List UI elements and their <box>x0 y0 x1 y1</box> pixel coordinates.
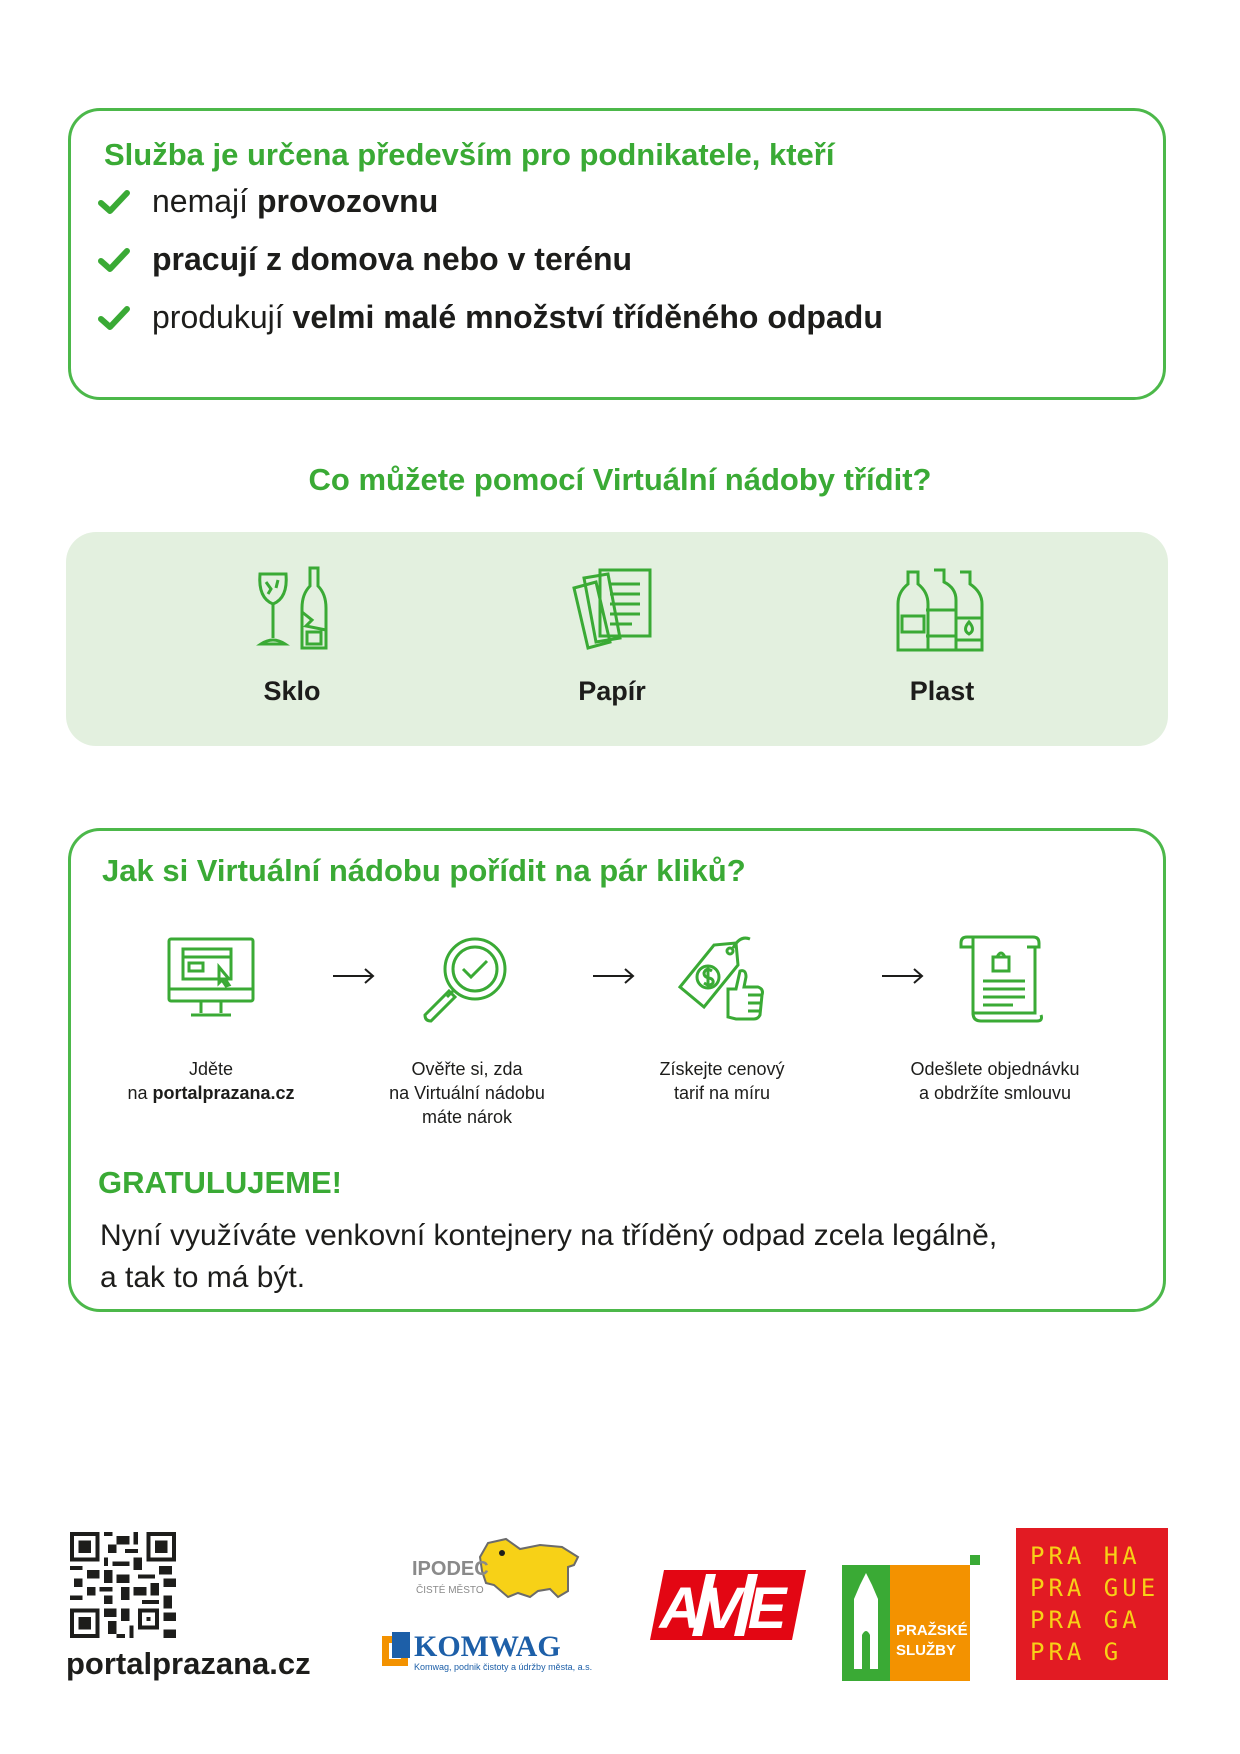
praha-line: PRA GA <box>1030 1606 1141 1634</box>
step-get-tariff <box>602 931 842 1105</box>
step-text: Získejte cenový <box>659 1059 785 1079</box>
step-send-order <box>875 931 1115 1105</box>
paper-icon <box>566 564 658 656</box>
price-tag-thumbs-up-icon <box>674 931 770 1027</box>
category-plastic <box>842 564 1042 707</box>
step-text: tarif na míru <box>673 1083 771 1103</box>
step-text: na Virtuální nádobu <box>389 1083 545 1103</box>
computer-icon <box>163 931 259 1027</box>
howto-title: Jak si Virtuální nádobu pořídit na pár kliků? <box>102 853 746 888</box>
audience-item <box>98 241 632 278</box>
check-icon <box>98 246 130 274</box>
step-text: a obdržíte smlouvu <box>918 1083 1072 1103</box>
audience-item-bold: provozovnu <box>256 183 439 219</box>
step-text: Jděte <box>188 1059 234 1079</box>
komwag-logo <box>382 1628 622 1674</box>
howto-box <box>68 828 1166 1312</box>
psl-line1: PRAŽSKÉ <box>896 1622 968 1639</box>
category-glass <box>192 564 392 707</box>
final-line: a tak to má být. <box>100 1261 306 1294</box>
praha-line: PRA HA <box>1030 1542 1141 1570</box>
praha-line: PRA GUE <box>1030 1574 1160 1602</box>
footer-portal-url[interactable]: portalprazana.cz <box>66 1646 311 1681</box>
qr-code[interactable] <box>70 1532 176 1638</box>
prazske-sluzby-logo <box>842 1555 980 1681</box>
glass-icon <box>246 564 338 656</box>
contract-scroll-icon <box>947 931 1043 1027</box>
category-label: Papír <box>578 676 646 706</box>
check-icon <box>98 188 130 216</box>
final-line: Nyní využíváte venkovní kontejnery na tříděný odpad zcela legálně, <box>100 1219 998 1252</box>
audience-title: Služba je určena především pro podnikatele, kteří <box>104 137 835 172</box>
praha-line: PRA G <box>1030 1638 1123 1666</box>
category-label: Plast <box>909 676 975 706</box>
audience-item <box>98 183 438 220</box>
sorting-panel <box>66 532 1168 746</box>
audience-item <box>98 299 883 336</box>
ave-logo <box>650 1570 806 1640</box>
audience-item-bold: velmi malé množství tříděného odpadu <box>292 299 883 335</box>
step-text: Odešlete objednávku <box>910 1059 1080 1079</box>
komwag-name: KOMWAG <box>414 1630 561 1663</box>
ave-name: AVE <box>659 1576 793 1640</box>
congrats-heading: GRATULUJEME! <box>98 1165 342 1200</box>
komwag-sub: Komwag, podnik čistoty a údržby města, a.s. <box>414 1662 593 1672</box>
final-message <box>100 1215 1140 1299</box>
sorting-title: Co můžete pomocí Virtuální nádoby třídit? <box>308 462 932 497</box>
portal-link[interactable]: portalprazana.cz <box>152 1083 295 1103</box>
magnifier-check-icon <box>419 931 515 1027</box>
psl-line2: SLUŽBY <box>896 1642 956 1659</box>
step-visit-portal <box>91 931 331 1105</box>
ipodec-sub: ČISTÉ MĚSTO <box>416 1585 484 1596</box>
audience-item-text: produkují <box>152 299 293 335</box>
step-text: Ověřte si, zda <box>411 1059 523 1079</box>
audience-item-bold: pracují z domova nebo v terénu <box>152 241 633 277</box>
audience-box <box>68 108 1166 400</box>
bottles-icon <box>896 564 988 656</box>
ipodec-logo <box>410 1535 580 1603</box>
check-icon <box>98 304 130 332</box>
step-verify <box>347 931 587 1129</box>
category-label: Sklo <box>263 676 321 706</box>
ipodec-name: IPODEC <box>412 1558 489 1580</box>
step-text: máte nárok <box>421 1107 513 1127</box>
step-text: na <box>127 1083 153 1103</box>
audience-item-text: nemají <box>152 183 257 219</box>
praha-logo <box>1016 1528 1168 1680</box>
category-paper <box>512 564 712 707</box>
